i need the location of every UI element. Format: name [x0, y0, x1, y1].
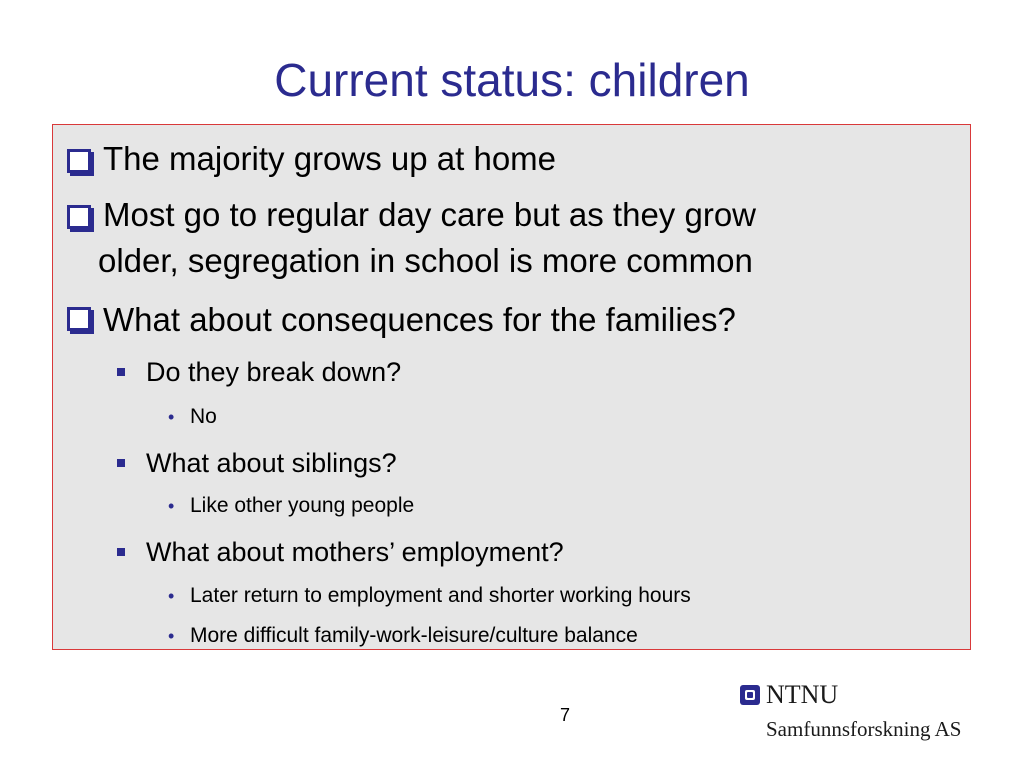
bullet-text: older, segregation in school is more common: [98, 242, 753, 279]
bullet-text: Like other young people: [190, 494, 415, 517]
ntnu-logo: [736, 680, 1002, 742]
bullet-text: Do they break down?: [146, 357, 402, 387]
bullet-text: What about mothers’ employment?: [146, 537, 564, 567]
page-number: 7: [560, 705, 571, 725]
square-bullet-icon: [117, 548, 125, 556]
checkbox-bullet-icon: [67, 307, 91, 331]
dot-bullet-icon: •: [168, 496, 175, 516]
bullet-text: The majority grows up at home: [103, 140, 557, 177]
logo-name: NTNU: [766, 680, 839, 709]
logo-subtitle: Samfunnsforskning AS: [766, 717, 962, 741]
bullet-text: More difficult family-work-leisure/culture balance: [190, 624, 638, 647]
bullet-text: What about consequences for the families?: [103, 301, 736, 338]
dot-bullet-icon: •: [168, 586, 175, 606]
dot-bullet-icon: •: [168, 626, 175, 646]
bullet-text: No: [190, 405, 217, 428]
slide-title: Current status: children: [274, 54, 750, 106]
bullet-text: What about siblings?: [146, 448, 397, 478]
square-bullet-icon: [117, 459, 125, 467]
bullet-text: Later return to employment and shorter working hours: [190, 584, 691, 607]
checkbox-bullet-icon: [67, 149, 91, 173]
checkbox-bullet-icon: [67, 205, 91, 229]
square-bullet-icon: [117, 368, 125, 376]
content-box: [52, 124, 971, 650]
ntnu-logo-icon: [740, 685, 760, 705]
dot-bullet-icon: •: [168, 407, 175, 427]
bullet-text: Most go to regular day care but as they grow: [103, 196, 757, 233]
